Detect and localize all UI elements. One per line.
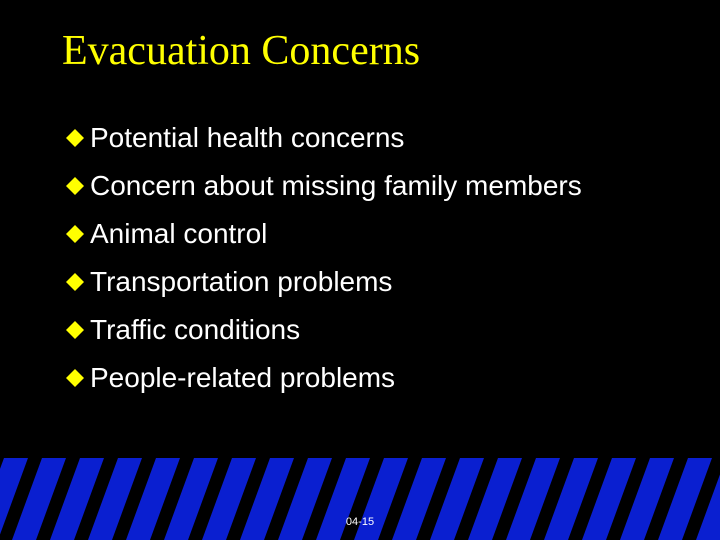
bullet-text: Potential health concerns [90, 122, 405, 153]
bullet-list [62, 114, 582, 402]
diamond-bullet-icon [62, 125, 88, 151]
diamond-bullet-icon [62, 365, 88, 391]
bullet-text: Concern about missing family members [90, 170, 582, 201]
bullet-text: Transportation problems [90, 266, 393, 297]
bullet-item [62, 210, 582, 258]
diamond-bullet-icon [62, 317, 88, 343]
diamond-bullet-icon [62, 221, 88, 247]
bullet-item [62, 162, 582, 210]
bullet-item [62, 306, 582, 354]
bullet-item [62, 354, 582, 402]
slide-title: Evacuation Concerns [62, 28, 421, 74]
diamond-bullet-icon [62, 173, 88, 199]
bullet-text: Animal control [90, 218, 268, 249]
bullet-text: People-related problems [90, 362, 396, 393]
bullet-item [62, 114, 582, 162]
bullet-item [62, 258, 582, 306]
slide-number: 04-15 [345, 516, 375, 528]
bullet-text: Traffic conditions [90, 314, 301, 345]
diamond-bullet-icon [62, 269, 88, 295]
